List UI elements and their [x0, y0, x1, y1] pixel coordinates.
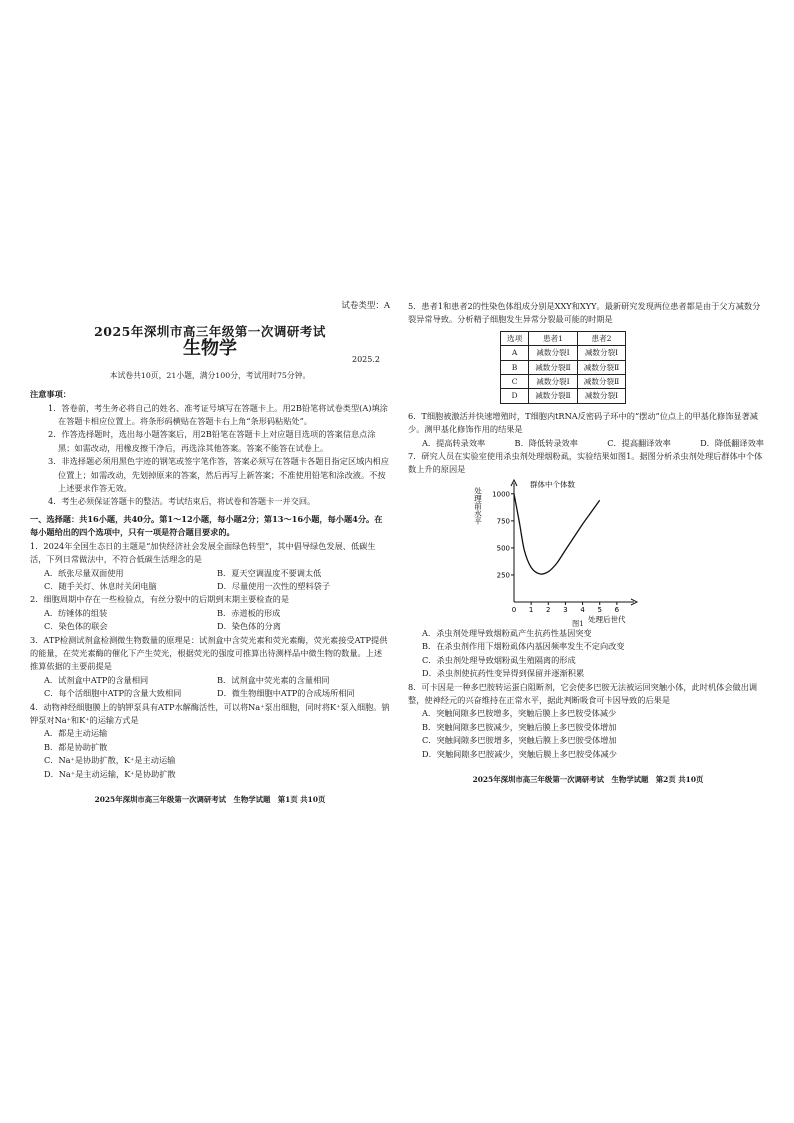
option-c[interactable]: C．随手关灯、休息时关闭电脑 [44, 580, 157, 591]
table-cell: 减数分裂Ⅰ [529, 375, 578, 389]
option-c[interactable]: C．提高翻译效率 [607, 437, 671, 448]
option-b[interactable]: B．试剂盒中荧光素的含量相同 [217, 674, 330, 685]
table-cell: 减数分裂Ⅱ [529, 360, 578, 374]
x-tick-label: 5 [597, 605, 602, 614]
table-cell: 减数分裂Ⅱ [577, 360, 626, 374]
paper-type-label: 试卷类型：A [341, 301, 390, 311]
option-b[interactable]: B．突触间隙多巴胺减少，突触后膜上多巴胺受体增加 [422, 721, 617, 732]
note-item: 2．作答选择题时，选出每小题答案后，用2B铅笔在答题卡上对应题目选项的答案信息点涂黑；如需改动，用橡皮擦干净后，再选涂其他答案。答案不能答在试卷上。 [48, 429, 376, 453]
option-a[interactable]: A．提高转录效率 [422, 437, 486, 448]
table-header-cell: 患者1 [529, 331, 578, 345]
x-tick-label: 1 [528, 605, 534, 614]
section-heading: 一、选择题：共16小题，共40分。第1～12小题，每小题2分；第13～16小题，每小题4分。在每小题给出的四个选项中，只有一项是符合题目要求的。 [30, 513, 383, 538]
question-8-options [408, 707, 768, 761]
x-tick-label: 2 [546, 605, 551, 614]
page-footer: 2025年深圳市高三年级第一次调研考试 生物学试题 第1页 共10页 [94, 795, 326, 804]
figure-1 [472, 477, 768, 627]
table-cell: 减数分裂Ⅰ [577, 389, 626, 403]
question-3-stem: 3．ATP检测试剂盒检测微生物数量的原理是：试剂盒中含荧光素和荧光素酶，荧光素接受ATP提供的能量，在荧光素酶的催化下产生荧光，根据荧光的强度可推算出待测样品中微生物的数量。上述推算依据的主要前提是 [30, 634, 388, 672]
subject-title: 生物学 [183, 337, 237, 359]
question-7-options [408, 627, 768, 681]
table-cell: A [501, 346, 529, 360]
question-6-stem: 6．T细胞被激活并快速增殖时，T细胞内tRNA反密码子环中的“摆动”位点上的甲基化修饰显著减少。测甲基化修饰作用的结果是 [408, 410, 758, 435]
x-tick-label: 4 [580, 605, 585, 614]
x-tick-label: 0 [511, 605, 517, 614]
figure-caption: 图1 [572, 618, 584, 628]
table-row [501, 360, 626, 374]
option-d[interactable]: D．降低翻译效率 [700, 437, 764, 448]
option-d[interactable]: D．尽量使用一次性的塑料袋子 [217, 580, 331, 591]
table-row [501, 346, 626, 360]
question-7-stem: 7．研究人员在实验室使用杀虫剂处理烟粉虱，实验结果如图1。据图分析杀虫剂处理后群体中个体数上升的原因是 [408, 451, 763, 475]
option-c[interactable]: C．杀虫剂处理导致烟粉虱生殖隔离的形成 [422, 654, 576, 665]
y-tick-label: 500 [496, 544, 510, 553]
table-row [501, 375, 626, 389]
option-b[interactable]: B．赤道板的形成 [217, 607, 281, 618]
y-tick-label: 1000 [492, 490, 510, 499]
notes-heading: 注意事项： [30, 389, 71, 400]
x-tick-label: 6 [614, 605, 620, 614]
question-4-options [30, 727, 390, 781]
figure-1-chart [472, 477, 642, 627]
table-header-cell: 选项 [501, 331, 529, 345]
question-8-stem: 8．可卡因是一种多巴胺转运蛋白阻断剂，它会使多巴胺无法被运回突触小体，此时机体会做出调整，使神经元的兴奋维持在正常水平，据此判断吸食可卡因导致的后果是 [408, 681, 758, 705]
x-tick-label: 3 [563, 605, 568, 614]
option-c[interactable]: C．染色体的联会 [44, 621, 108, 632]
option-b[interactable]: B．降低转录效率 [514, 437, 578, 448]
exam-info: 本试卷共10页，21小题，满分100分，考试用时75分钟。 [109, 370, 311, 380]
question-3-options [30, 674, 390, 701]
table-header-cell: 患者2 [577, 331, 626, 345]
option-a[interactable]: A．纺锤体的组装 [44, 607, 108, 618]
table-header-row [501, 331, 626, 345]
exam-title: 2025年深圳市高三年级第一次调研考试 [94, 324, 326, 340]
chart-xlabel: 处理后世代 [588, 614, 626, 624]
chart-series-label: 群体中个体数 [530, 479, 575, 489]
table-cell: 减数分裂Ⅰ [577, 346, 626, 360]
option-a[interactable]: A．纸张尽量双面使用 [44, 567, 124, 578]
question-5-table [500, 331, 626, 404]
question-1-stem: 1．2024年全国生态日的主题是“加快经济社会发展全面绿色转型”，其中倡导绿色发展、低碳生活，下列日常做法中，不符合低碳生活理念的是 [30, 540, 376, 565]
option-d[interactable]: D．微生物细胞中ATP的合成场所相同 [217, 688, 355, 699]
option-a[interactable]: A．突触间隙多巴胺增多，突触后膜上多巴胺受体减少 [422, 708, 617, 719]
exam-page-1 [30, 300, 390, 806]
option-c[interactable]: C．每个活细胞中ATP的含量大致相同 [44, 688, 182, 699]
chart-ylabel: 处理前水平 [473, 486, 483, 525]
page-footer: 2025年深圳市高三年级第一次调研考试 生物学试题 第2页 共10页 [472, 774, 704, 784]
option-b[interactable]: B．夏天空调温度不要调太低 [217, 567, 322, 578]
option-a[interactable]: A．试剂盒中ATP的含量相同 [44, 674, 149, 685]
option-b[interactable]: B．在杀虫剂作用下烟粉虱体内基因频率发生不定向改变 [422, 641, 625, 652]
question-6-options [408, 437, 768, 450]
question-5-stem: 5．患者1和患者2的性染色体组成分别是XXY和XYY。最新研究发现两位患者都是由于父方减数分裂异常导致。分析精子细胞发生异常分裂最可能的时期是 [408, 301, 761, 325]
exam-page-2 [408, 300, 768, 786]
note-item: 3．非选择题必须用黑色字迹的钢笔或签字笔作答，答案必须写在答题卡各题目指定区域内相应位置上；如需改动，先划掉原来的答案，然后再写上新答案；不准使用铅笔和涂改液。不按上述要求作答无效。 [48, 456, 389, 494]
option-c[interactable]: C．突触间隙多巴胺增多，突触后膜上多巴胺受体增加 [422, 735, 617, 746]
y-tick-label: 750 [496, 517, 510, 526]
table-cell: 减数分裂Ⅱ [577, 375, 626, 389]
table-row [501, 389, 626, 403]
y-tick-label: 250 [496, 571, 510, 580]
note-item: 4．考生必须保证答题卡的整洁。考试结束后，将试卷和答题卡一并交回。 [48, 496, 316, 507]
option-b[interactable]: B．都是协助扩散 [44, 741, 108, 752]
option-d[interactable]: D．染色体的分离 [217, 621, 281, 632]
option-d[interactable]: D．突触间隙多巴胺减少，突触后膜上多巴胺受体减少 [422, 748, 617, 759]
question-2-options [30, 607, 390, 634]
exam-date: 2025.2 [352, 354, 380, 364]
option-a[interactable]: A．杀虫剂处理导致烟粉虱产生抗药性基因突变 [422, 627, 592, 638]
question-2-stem: 2．细胞周期中存在一些检验点，有丝分裂中的后期到末期主要检查的是 [30, 594, 290, 605]
option-d[interactable]: D．杀虫剂使抗药性变异得到保留并逐渐积累 [422, 668, 585, 679]
option-a[interactable]: A．都是主动运输 [44, 728, 108, 739]
note-item: 1．答卷前，考生务必将自己的姓名、准考证号填写在答题卡上。用2B铅笔将试卷类型(A)填涂在答题卡相应位置上。将条形码横贴在答题卡右上角“条形码粘贴处”。 [48, 402, 388, 427]
subject-row [30, 339, 390, 369]
question-4-stem: 4．动物神经细胞膜上的钠钾泵具有ATP水解酶活性，可以将Na⁺泵出细胞，同时将K⁺泵入细胞。钠钾泵对Na⁺和K⁺的运输方式是 [30, 701, 390, 725]
table-cell: D [501, 389, 529, 403]
option-c[interactable]: C．Na⁺是协助扩散，K⁺是主动运输 [44, 755, 176, 766]
option-d[interactable]: D．Na⁺是主动运输，K⁺是协助扩散 [44, 768, 176, 779]
table-cell: 减数分裂Ⅱ [529, 389, 578, 403]
question-1-options [30, 567, 390, 594]
table-cell: C [501, 375, 529, 389]
population-curve [514, 494, 600, 574]
table-cell: 减数分裂Ⅰ [529, 346, 578, 360]
table-cell: B [501, 360, 529, 374]
